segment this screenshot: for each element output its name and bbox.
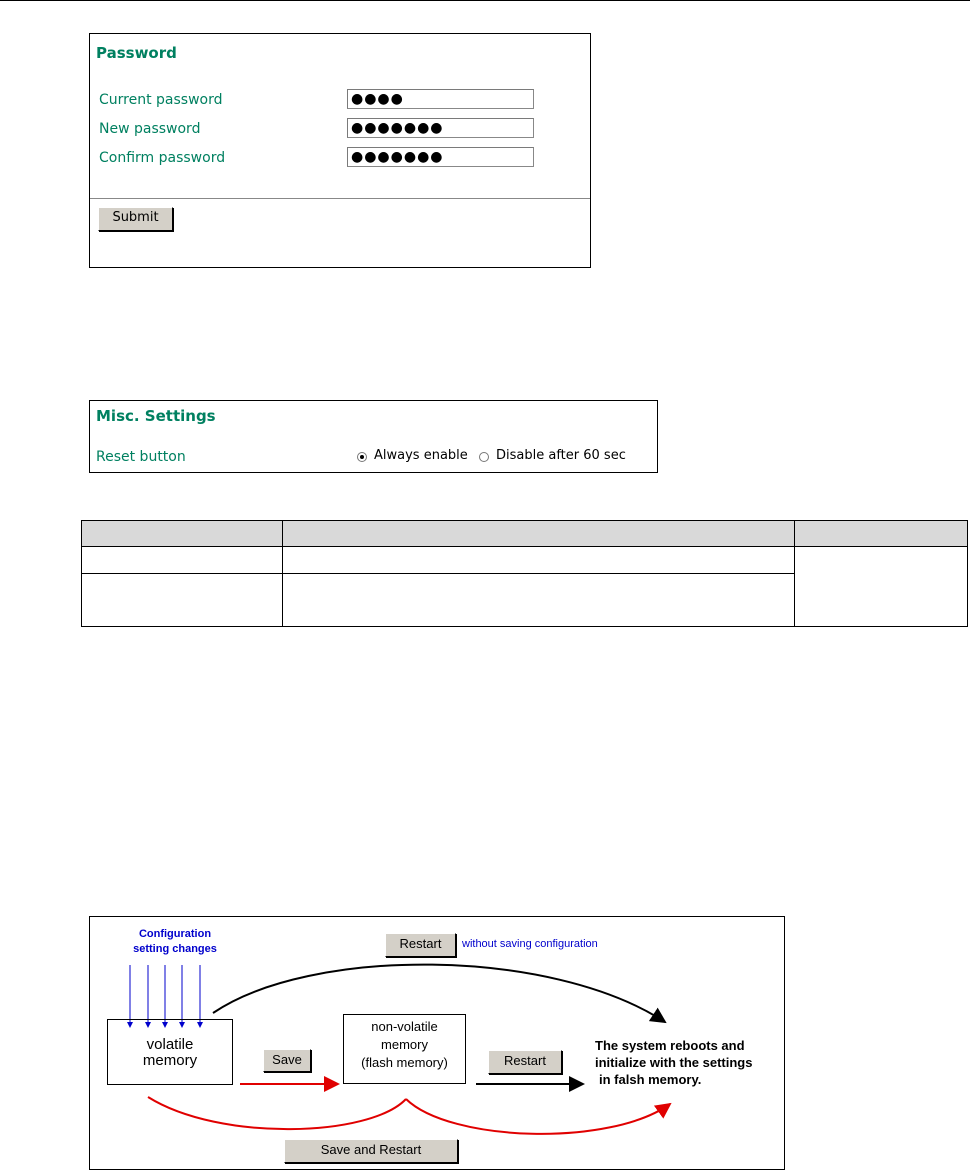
password-panel xyxy=(89,33,591,268)
reboot-line: in falsh memory. xyxy=(599,1072,702,1087)
submit-button[interactable]: Submit xyxy=(98,207,173,231)
volatile-line: volatile xyxy=(146,1036,194,1053)
confirm-password-input[interactable]: ●●●●●●● xyxy=(347,147,534,167)
save-restart-curve-left xyxy=(148,1097,406,1129)
table-cell xyxy=(282,547,795,574)
table-header-cell xyxy=(795,521,968,547)
reboot-line: initialize with the settings xyxy=(595,1055,753,1070)
nv-line: (flash memory) xyxy=(361,1055,448,1070)
volatile-line: memory xyxy=(142,1052,198,1069)
table-cell xyxy=(282,574,795,627)
password-title: Password xyxy=(96,44,177,62)
new-password-input[interactable]: ●●●●●●● xyxy=(347,118,534,138)
disable-after-label: Disable after 60 sec xyxy=(496,448,626,463)
always-enable-radio[interactable] xyxy=(357,452,367,462)
volatile-memory-label xyxy=(107,1037,233,1069)
confirm-password-label: Confirm password xyxy=(99,150,226,166)
new-password-label: New password xyxy=(99,121,201,137)
nv-line: memory xyxy=(381,1037,428,1052)
table-header-row xyxy=(82,521,968,547)
table-cell xyxy=(82,547,283,574)
settings-table xyxy=(81,520,968,627)
always-enable-label: Always enable xyxy=(374,448,468,463)
memory-flow-diagram xyxy=(89,916,785,1170)
table-header-cell xyxy=(82,521,283,547)
non-volatile-memory-label xyxy=(343,1018,466,1072)
config-changes-label: Configuration setting changes xyxy=(133,928,217,955)
misc-settings-title: Misc. Settings xyxy=(96,407,216,425)
save-and-restart-button[interactable]: Save and Restart xyxy=(284,1139,458,1163)
restart-button[interactable]: Restart xyxy=(385,933,456,957)
reset-button-label: Reset button xyxy=(96,449,186,465)
table-cell xyxy=(82,574,283,627)
disable-after-radio[interactable] xyxy=(479,452,489,462)
panel-divider xyxy=(90,198,590,199)
without-saving-label: without saving configuration xyxy=(462,938,598,950)
current-password-label: Current password xyxy=(99,92,223,108)
current-password-input[interactable]: ●●●● xyxy=(347,89,534,109)
save-button[interactable]: Save xyxy=(263,1049,311,1072)
table-cell xyxy=(795,547,968,627)
reboot-description xyxy=(595,1037,785,1088)
table-header-cell xyxy=(282,521,795,547)
save-restart-curve-right xyxy=(406,1099,670,1134)
nv-line: non-volatile xyxy=(371,1019,438,1034)
misc-settings-panel xyxy=(89,400,658,473)
restart-button-flash[interactable]: Restart xyxy=(488,1050,562,1074)
reboot-line: The system reboots and xyxy=(595,1038,745,1053)
table-row xyxy=(82,547,968,574)
top-rule xyxy=(0,0,970,1)
